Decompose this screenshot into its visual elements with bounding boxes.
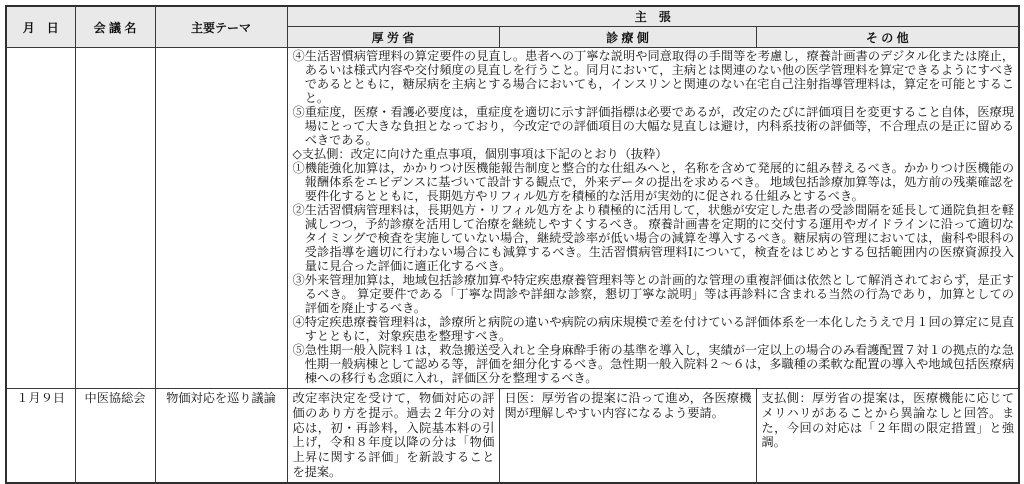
mhlw-assertion-cell: 改定率決定を受けて，物価対応の評価のあり方を提示。過去２年分の対応は，初・再診料，入院基本料の引上げ，令和８年度以降の分は「物価上昇に関する評価」を新設することを提案。 bbox=[287, 389, 499, 483]
meeting-minutes-table bbox=[5, 5, 1020, 484]
assertion-item: ③外来管理加算は，地域包括診療加算や特定疾患療養管理料等との計画的な管理の重複評価は依然として解消されておらず，是正するべき。 算定要件である「丁寧な問診や詳細な診察，懇切丁寧な説明」等は再診料に含まれる当然の行為であり，加算としての評価を廃止するべき。 bbox=[292, 273, 1015, 315]
meeting-cell: 中医協総会 bbox=[75, 389, 155, 483]
col-header-mhlw: 厚 労 省 bbox=[287, 27, 499, 48]
assertion-continuation-cell bbox=[287, 48, 1019, 389]
date-cell: １月９日 bbox=[6, 389, 75, 483]
assertion-item: ②生活習慣病管理料は，長期処方・リフィル処方をより積極的に活用して，状態が安定した患者の受診間隔を延長して通院負担を軽減しつつ，予約診療を活用して治療を継続しやすくするべき。 療養計画書を定期的に交付する運用やガイドラインに沿って適切なタイミングで検査を実施していない場合，継続受診率が低い場合の減算を導入するべき。糖尿病の管理においては，歯科や眼科の受診指導を適切に行わない場合にも減算するべき。生活習慣病管理料Ⅰについて，検査をはじめとする包括範囲内の医療資源投入量に見合った評価に適正化するべき。 bbox=[292, 203, 1015, 273]
theme-cell bbox=[155, 48, 287, 389]
medical-assertion-cell: 日医：厚労省の提案に沿って進め，各医療機関が理解しやすい内容になるよう要請。 bbox=[499, 389, 756, 483]
col-header-other: そ の 他 bbox=[756, 27, 1019, 48]
table-row-continuation bbox=[6, 48, 1019, 389]
table-row-meeting bbox=[6, 389, 1019, 483]
meeting-cell bbox=[75, 48, 155, 389]
col-header-meeting: 会 議 名 bbox=[75, 6, 155, 48]
col-header-assertion: 主 張 bbox=[287, 6, 1019, 27]
assertion-item: ⑤急性期一般入院料１は，救急搬送受入れと全身麻酔手術の基準を導入し，実績が一定以上の場合のみ看護配置７対１の拠点的な急性期一般病棟として認める等，評価を細分化するべき。急性期一般入院料２～６は，多職種の柔軟な配置の導入や地域包括医療病棟への移行も念頭に入れ，評価区分を整理するべき。 bbox=[292, 343, 1015, 385]
assertion-item: ④特定疾患療養管理料は，診療所と病院の違いや病院の病床規模で差を付けている評価体系を一本化したうえで月１回の算定に見直すとともに，対象疾患を整理すべき。 bbox=[292, 315, 1015, 343]
assertion-item: ④生活習慣病管理料の算定要件の見直し。患者への丁寧な説明や同意取得の手間等を考慮し，療養計画書のデジタル化または廃止，あるいは様式内容や交付頻度の見直しを行うこと。同月において，主病とは関連のない他の医学管理料を算定できるようにすべきであるとともに，糖尿病を主病とする場合においても，インスリンと関連のない在宅自己注射指導管理料は，算定を可能とすること。 bbox=[292, 49, 1015, 105]
assertion-item: ①機能強化加算は，かかりつけ医機能報告制度と整合的な仕組みへと，名称を含めて発展的に組み替えるべき。かかりつけ医機能の報酬体系をエビデンスに基づいて設計する観点で，外来データの提出を求めるべき。 地域包括診療加算等は，処方前の残薬確認を要件化するとともに，長期処方やリフィル処方を積極的な活用が実効的に促される仕組みとするべき。 bbox=[292, 161, 1015, 203]
col-header-date: 月 日 bbox=[6, 6, 75, 48]
col-header-theme: 主要テーマ bbox=[155, 6, 287, 48]
date-cell bbox=[6, 48, 75, 389]
theme-cell: 物価対応を巡り議論 bbox=[155, 389, 287, 483]
header-row-top bbox=[6, 6, 1019, 27]
other-assertion-cell: 支払側：厚労省の提案は，医療機能に応じてメリハリがあることから異論なしと回答。また，今回の対応は「２年間の限定措置」と強調。 bbox=[756, 389, 1019, 483]
assertion-item: ◇支払側：改定に向けた重点事項，個別事項は下記のとおり（抜粋） bbox=[292, 147, 668, 161]
assertion-item: ⑤重症度，医療・看護必要度は，重症度を適切に示す評価指標は必要であるが，改定のたびに評価項目を変更すること自体，医療現場にとって大きな負担となっており，今改定での評価項目の大幅な見直しは避け，内科系技術の評価等，不合理点の是正に留めるべきである。 bbox=[292, 105, 1015, 147]
col-header-medical: 診 療 側 bbox=[499, 27, 756, 48]
